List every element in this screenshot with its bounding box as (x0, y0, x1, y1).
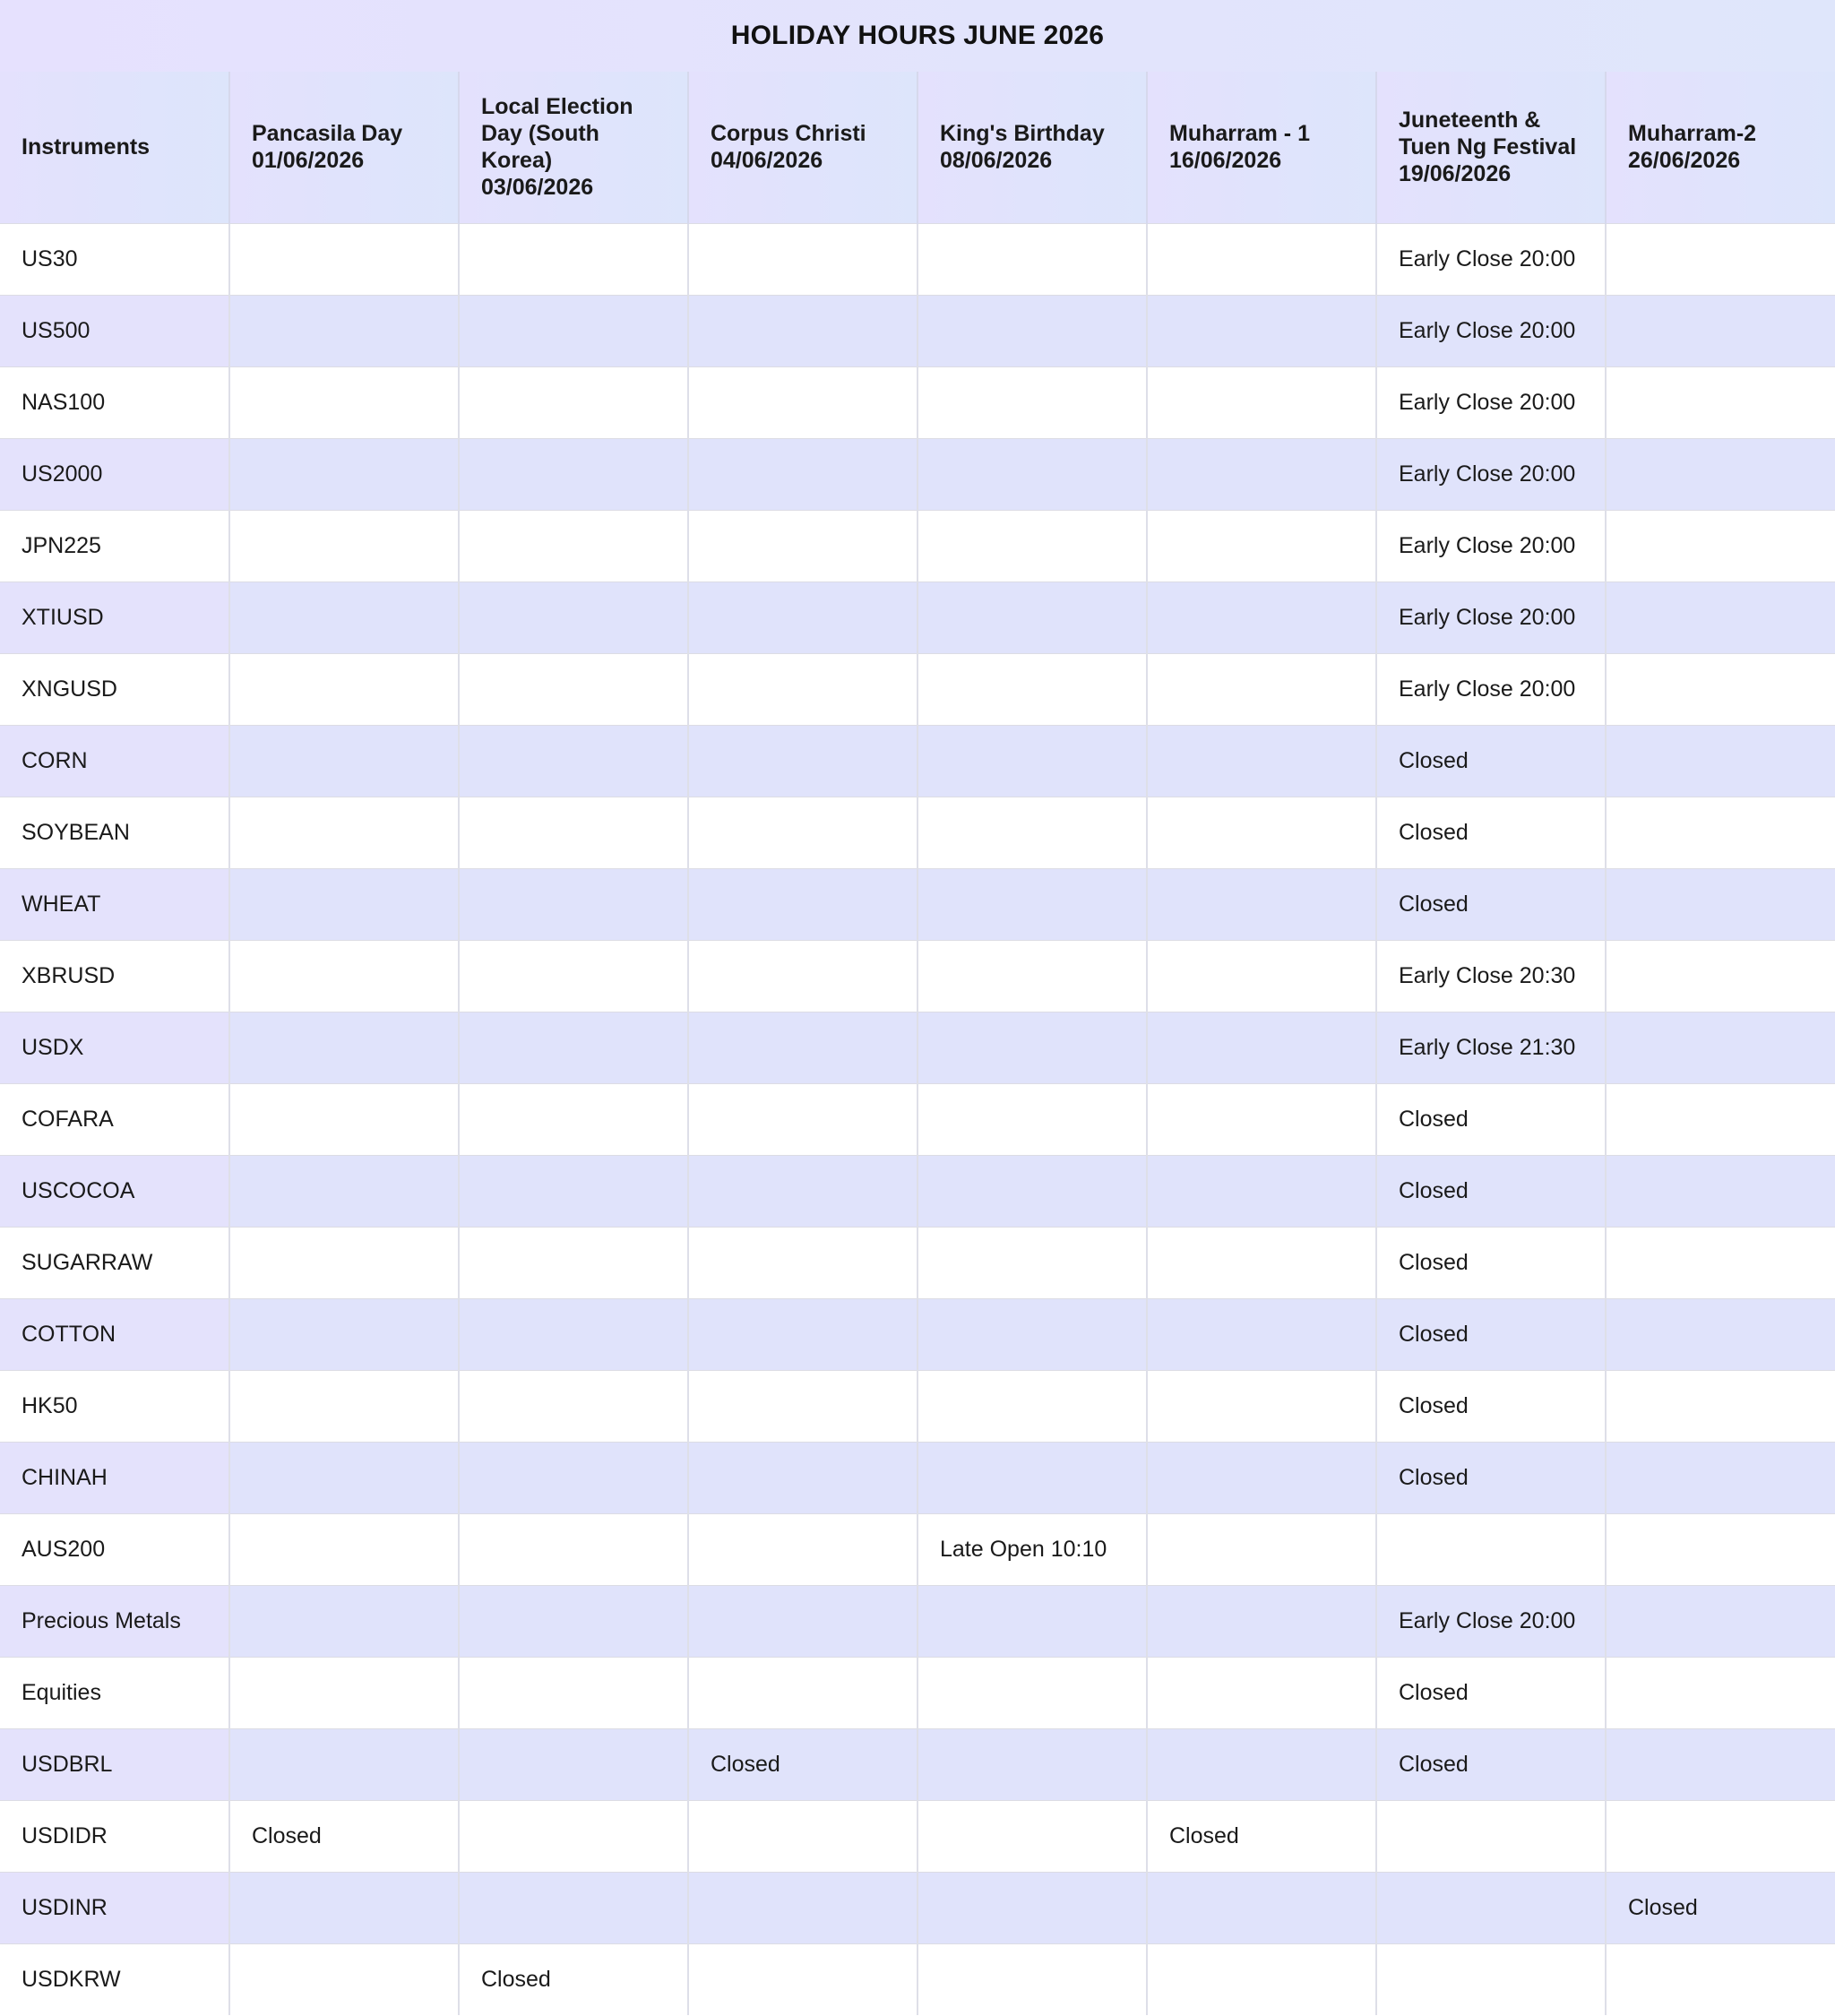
instrument-name-cell: NAS100 (0, 366, 229, 438)
holiday-status-cell (459, 725, 688, 797)
holiday-status-cell (229, 1083, 459, 1155)
table-row (0, 223, 1835, 295)
holiday-status-cell (1606, 1728, 1835, 1800)
holiday-status-cell (1147, 1370, 1376, 1442)
holiday-status-cell (459, 582, 688, 653)
holiday-status-cell (229, 797, 459, 868)
holiday-status-cell (918, 1657, 1147, 1728)
instrument-name-cell: XBRUSD (0, 940, 229, 1012)
holiday-status-cell: Closed (1376, 1227, 1606, 1298)
holiday-status-cell (688, 295, 918, 366)
holiday-status-cell (1606, 940, 1835, 1012)
holiday-status-cell (1606, 510, 1835, 582)
holiday-status-cell (1606, 725, 1835, 797)
holiday-status-cell (688, 653, 918, 725)
holiday-status-cell (229, 438, 459, 510)
holiday-status-cell (459, 510, 688, 582)
holiday-status-cell (459, 940, 688, 1012)
table-row (0, 868, 1835, 940)
instrument-name-cell: US30 (0, 223, 229, 295)
instrument-name-cell: USDKRW (0, 1943, 229, 2015)
holiday-status-cell (1606, 1657, 1835, 1728)
holiday-status-cell: Early Close 21:30 (1376, 1012, 1606, 1083)
holiday-status-cell (1147, 1728, 1376, 1800)
holiday-status-cell: Early Close 20:00 (1376, 366, 1606, 438)
holiday-status-cell: Late Open 10:10 (918, 1513, 1147, 1585)
holiday-status-cell (1147, 1657, 1376, 1728)
holiday-status-cell (229, 725, 459, 797)
holiday-status-cell (1606, 295, 1835, 366)
holiday-status-cell (229, 1513, 459, 1585)
holiday-status-cell (1606, 366, 1835, 438)
holiday-status-cell (688, 1513, 918, 1585)
holiday-status-cell (1147, 366, 1376, 438)
holiday-status-cell (688, 510, 918, 582)
holiday-status-cell (1147, 1442, 1376, 1513)
instrument-name-cell: XTIUSD (0, 582, 229, 653)
holiday-status-cell (1606, 1943, 1835, 2015)
holiday-status-cell (1147, 1012, 1376, 1083)
column-header-holiday: Muharram - 1 16/06/2026 (1147, 72, 1376, 223)
holiday-status-cell (1147, 653, 1376, 725)
holiday-status-cell (1376, 1872, 1606, 1943)
table-row (0, 1227, 1835, 1298)
holiday-status-cell (229, 1227, 459, 1298)
holiday-status-cell: Early Close 20:00 (1376, 1585, 1606, 1657)
holiday-status-cell: Closed (229, 1800, 459, 1872)
holiday-status-cell (1147, 582, 1376, 653)
table-row (0, 1585, 1835, 1657)
table-body (0, 223, 1835, 2015)
holiday-status-cell (688, 797, 918, 868)
holiday-status-cell: Early Close 20:00 (1376, 295, 1606, 366)
holiday-status-cell (1147, 1083, 1376, 1155)
holiday-status-cell (918, 1155, 1147, 1227)
instrument-name-cell: USDIDR (0, 1800, 229, 1872)
holiday-status-cell (229, 1012, 459, 1083)
holiday-status-cell (688, 1370, 918, 1442)
holiday-status-cell (918, 1585, 1147, 1657)
holiday-status-cell (459, 1442, 688, 1513)
holiday-status-cell (688, 223, 918, 295)
column-header-holiday: Corpus Christi 04/06/2026 (688, 72, 918, 223)
column-header-holiday: King's Birthday 08/06/2026 (918, 72, 1147, 223)
holiday-status-cell (229, 1585, 459, 1657)
holiday-status-cell (688, 1943, 918, 2015)
holiday-status-cell (1606, 1370, 1835, 1442)
table-row (0, 653, 1835, 725)
table-row (0, 1657, 1835, 1728)
table-row (0, 1298, 1835, 1370)
holiday-status-cell (229, 223, 459, 295)
instrument-name-cell: USCOCOA (0, 1155, 229, 1227)
holiday-status-cell (1606, 1585, 1835, 1657)
holiday-status-cell (229, 653, 459, 725)
holiday-status-cell (918, 510, 1147, 582)
table-row (0, 510, 1835, 582)
instrument-name-cell: US2000 (0, 438, 229, 510)
holiday-status-cell (688, 438, 918, 510)
holiday-status-cell (1147, 1513, 1376, 1585)
holiday-status-cell (1606, 868, 1835, 940)
holiday-status-cell (459, 797, 688, 868)
holiday-status-cell (229, 1155, 459, 1227)
holiday-status-cell (688, 725, 918, 797)
holiday-status-cell (918, 295, 1147, 366)
holiday-status-cell (918, 582, 1147, 653)
holiday-status-cell (459, 868, 688, 940)
holiday-status-cell: Closed (1376, 1083, 1606, 1155)
holiday-status-cell (1606, 1800, 1835, 1872)
holiday-status-cell (918, 366, 1147, 438)
table-row (0, 438, 1835, 510)
holiday-status-cell (688, 1227, 918, 1298)
holiday-status-cell (1147, 1585, 1376, 1657)
instrument-name-cell: SOYBEAN (0, 797, 229, 868)
holiday-status-cell: Closed (1606, 1872, 1835, 1943)
holiday-status-cell: Early Close 20:00 (1376, 510, 1606, 582)
holiday-status-cell (918, 1370, 1147, 1442)
holiday-status-cell (1147, 510, 1376, 582)
holiday-status-cell: Closed (1376, 868, 1606, 940)
holiday-status-cell (1147, 725, 1376, 797)
instrument-name-cell: Precious Metals (0, 1585, 229, 1657)
column-header-holiday: Pancasila Day 01/06/2026 (229, 72, 459, 223)
instrument-name-cell: USDBRL (0, 1728, 229, 1800)
table-row (0, 1943, 1835, 2015)
holiday-status-cell (1606, 1012, 1835, 1083)
table-row (0, 1442, 1835, 1513)
table-row (0, 797, 1835, 868)
holiday-status-cell (229, 940, 459, 1012)
holiday-status-cell (688, 1657, 918, 1728)
holiday-hours-table (0, 72, 1835, 2015)
holiday-status-cell: Early Close 20:00 (1376, 438, 1606, 510)
holiday-status-cell (459, 1298, 688, 1370)
holiday-status-cell (688, 1872, 918, 1943)
holiday-status-cell (1147, 438, 1376, 510)
instrument-name-cell: USDINR (0, 1872, 229, 1943)
holiday-status-cell (459, 1370, 688, 1442)
instrument-name-cell: US500 (0, 295, 229, 366)
holiday-status-cell: Closed (1376, 1657, 1606, 1728)
table-row (0, 295, 1835, 366)
holiday-status-cell: Early Close 20:00 (1376, 582, 1606, 653)
holiday-status-cell (918, 1442, 1147, 1513)
holiday-status-cell (459, 1155, 688, 1227)
holiday-status-cell (1147, 295, 1376, 366)
holiday-status-cell: Closed (1376, 1370, 1606, 1442)
holiday-status-cell (1147, 1943, 1376, 2015)
holiday-status-cell: Closed (459, 1943, 688, 2015)
holiday-status-cell (459, 653, 688, 725)
holiday-status-cell (229, 582, 459, 653)
holiday-status-cell (229, 1872, 459, 1943)
holiday-status-cell (1376, 1943, 1606, 2015)
holiday-status-cell (918, 725, 1147, 797)
holiday-status-cell (229, 1943, 459, 2015)
holiday-status-cell (1376, 1800, 1606, 1872)
table-row (0, 725, 1835, 797)
holiday-status-cell (459, 223, 688, 295)
holiday-status-cell (229, 1442, 459, 1513)
holiday-status-cell: Closed (1147, 1800, 1376, 1872)
holiday-status-cell (688, 582, 918, 653)
holiday-status-cell (688, 868, 918, 940)
instrument-name-cell: USDX (0, 1012, 229, 1083)
column-header-holiday: Muharram-2 26/06/2026 (1606, 72, 1835, 223)
table-row (0, 366, 1835, 438)
table-row (0, 1800, 1835, 1872)
holiday-status-cell (229, 1298, 459, 1370)
holiday-status-cell (229, 295, 459, 366)
holiday-status-cell (1606, 1513, 1835, 1585)
holiday-status-cell (1147, 223, 1376, 295)
instrument-name-cell: Equities (0, 1657, 229, 1728)
header-row (0, 72, 1835, 223)
holiday-status-cell (1606, 1083, 1835, 1155)
table-row (0, 1155, 1835, 1227)
holiday-status-cell (1606, 438, 1835, 510)
holiday-status-cell: Early Close 20:00 (1376, 653, 1606, 725)
holiday-status-cell (918, 223, 1147, 295)
holiday-status-cell (459, 1585, 688, 1657)
holiday-status-cell (459, 1083, 688, 1155)
holiday-status-cell (918, 940, 1147, 1012)
holiday-status-cell (459, 1513, 688, 1585)
holiday-status-cell (918, 797, 1147, 868)
table-row (0, 582, 1835, 653)
holiday-status-cell (459, 438, 688, 510)
table-row (0, 940, 1835, 1012)
holiday-status-cell (688, 1585, 918, 1657)
instrument-name-cell: SUGARRAW (0, 1227, 229, 1298)
column-header-instruments: Instruments (0, 72, 229, 223)
instrument-name-cell: COTTON (0, 1298, 229, 1370)
holiday-status-cell (1606, 1442, 1835, 1513)
instrument-name-cell: CORN (0, 725, 229, 797)
holiday-status-cell (459, 295, 688, 366)
instrument-name-cell: COFARA (0, 1083, 229, 1155)
holiday-status-cell (918, 1083, 1147, 1155)
holiday-status-cell (1606, 1155, 1835, 1227)
holiday-status-cell (229, 1657, 459, 1728)
holiday-status-cell (459, 1657, 688, 1728)
holiday-status-cell (688, 1083, 918, 1155)
holiday-status-cell (1147, 1872, 1376, 1943)
holiday-status-cell: Early Close 20:30 (1376, 940, 1606, 1012)
holiday-status-cell (1147, 1155, 1376, 1227)
holiday-status-cell (918, 1943, 1147, 2015)
holiday-status-cell (688, 1298, 918, 1370)
holiday-status-cell (229, 1370, 459, 1442)
holiday-status-cell: Closed (1376, 1442, 1606, 1513)
column-header-holiday: Local Election Day (South Korea) 03/06/2026 (459, 72, 688, 223)
holiday-status-cell: Early Close 20:00 (1376, 223, 1606, 295)
holiday-status-cell (459, 366, 688, 438)
holiday-status-cell (688, 1012, 918, 1083)
holiday-status-cell (1147, 940, 1376, 1012)
page-title: HOLIDAY HOURS JUNE 2026 (0, 0, 1835, 72)
instrument-name-cell: AUS200 (0, 1513, 229, 1585)
holiday-status-cell (918, 1012, 1147, 1083)
holiday-status-cell (918, 653, 1147, 725)
holiday-status-cell (918, 1872, 1147, 1943)
table-row (0, 1728, 1835, 1800)
holiday-status-cell (1606, 1298, 1835, 1370)
holiday-status-cell (918, 1728, 1147, 1800)
holiday-status-cell (1606, 223, 1835, 295)
holiday-status-cell (918, 438, 1147, 510)
holiday-status-cell: Closed (1376, 1728, 1606, 1800)
holiday-status-cell (688, 1800, 918, 1872)
holiday-status-cell (1147, 1298, 1376, 1370)
column-header-holiday: Juneteenth & Tuen Ng Festival 19/06/2026 (1376, 72, 1606, 223)
instrument-name-cell: CHINAH (0, 1442, 229, 1513)
holiday-status-cell: Closed (1376, 1298, 1606, 1370)
instrument-name-cell: WHEAT (0, 868, 229, 940)
holiday-status-cell (459, 1800, 688, 1872)
holiday-status-cell (229, 1728, 459, 1800)
table-row (0, 1012, 1835, 1083)
holiday-status-cell (459, 1227, 688, 1298)
holiday-status-cell (688, 1155, 918, 1227)
holiday-status-cell: Closed (1376, 797, 1606, 868)
holiday-status-cell (229, 366, 459, 438)
holiday-status-cell (918, 1800, 1147, 1872)
holiday-status-cell (1606, 653, 1835, 725)
holiday-status-cell (918, 1227, 1147, 1298)
table-header (0, 72, 1835, 223)
holiday-status-cell (1147, 1227, 1376, 1298)
holiday-status-cell (1606, 582, 1835, 653)
holiday-status-cell (229, 868, 459, 940)
holiday-status-cell (459, 1728, 688, 1800)
holiday-status-cell (918, 868, 1147, 940)
holiday-status-cell (1147, 868, 1376, 940)
holiday-status-cell (1376, 1513, 1606, 1585)
holiday-status-cell (459, 1012, 688, 1083)
table-row (0, 1370, 1835, 1442)
holiday-status-cell (1147, 797, 1376, 868)
table-row (0, 1872, 1835, 1943)
holiday-status-cell (918, 1298, 1147, 1370)
holiday-status-cell: Closed (1376, 1155, 1606, 1227)
holiday-status-cell (688, 1442, 918, 1513)
holiday-status-cell: Closed (688, 1728, 918, 1800)
holiday-status-cell (688, 940, 918, 1012)
instrument-name-cell: JPN225 (0, 510, 229, 582)
holiday-status-cell: Closed (1376, 725, 1606, 797)
holiday-status-cell (1606, 1227, 1835, 1298)
holiday-status-cell (229, 510, 459, 582)
table-row (0, 1513, 1835, 1585)
holiday-status-cell (1606, 797, 1835, 868)
holiday-status-cell (688, 366, 918, 438)
instrument-name-cell: XNGUSD (0, 653, 229, 725)
instrument-name-cell: HK50 (0, 1370, 229, 1442)
holiday-status-cell (459, 1872, 688, 1943)
table-row (0, 1083, 1835, 1155)
